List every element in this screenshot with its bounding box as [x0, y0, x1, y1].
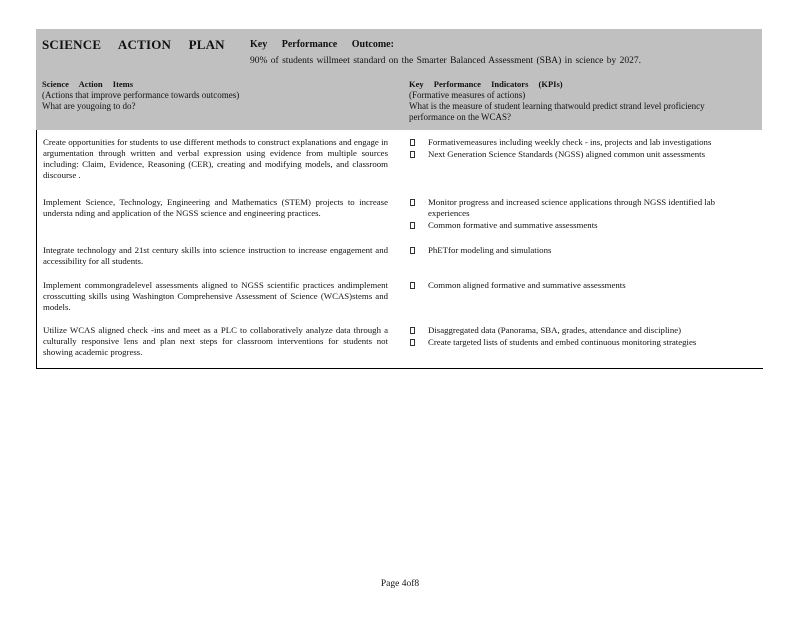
- page-number: Page 4of8: [380, 579, 420, 589]
- kpi-item: [410, 280, 730, 291]
- kpi-item: [410, 337, 730, 348]
- kpi-text: Common aligned formative and summative assessments: [428, 280, 626, 290]
- bullet-icon: [410, 139, 415, 146]
- kpi-item: [410, 220, 730, 231]
- kpi-item: [410, 197, 730, 219]
- kpi-heading: Key Performance Indicators (KPIs): [409, 79, 563, 89]
- action-item: Implement commongradelevel assessments aligned to NGSS scientific practices andimplement crosscutting skills using Washington Comprehensive Assessment of Science (WCAS)stems and models.: [43, 280, 388, 312]
- kpi-list: [410, 197, 730, 232]
- kpi-list: [410, 137, 730, 161]
- kpi-item: [410, 137, 730, 148]
- kpi-item: [410, 245, 730, 256]
- kpi-text: Monitor progress and increased science applications through NGSS identified lab experiences: [428, 197, 716, 218]
- action-items-subheading: (Actions that improve performance towards outcomes): [42, 90, 240, 100]
- bullet-icon: [410, 222, 415, 229]
- kpi-text: Disaggregated data (Panorama, SBA, grades, attendance and discipline): [428, 325, 682, 335]
- action-items-heading: Science Action Items: [42, 79, 134, 89]
- bullet-icon: [410, 151, 415, 158]
- kpi-subheading: (Formative measures of actions): [409, 90, 526, 100]
- kpi-text: Formativemeasures including weekly check - ins, projects and lab investigations: [428, 137, 712, 147]
- kpi-text: PhETfor modeling and simulations: [428, 245, 552, 255]
- kpi-text: Create targeted lists of students and embed continuous monitoring strategies: [428, 337, 697, 347]
- bullet-icon: [410, 247, 415, 254]
- kpi-list: [410, 245, 730, 257]
- kpi-text: Next Generation Science Standards (NGSS) aligned common unit assessments: [428, 149, 706, 159]
- action-item: Utilize WCAS aligned check -ins and meet as a PLC to collaboratively analyze data through a culturally responsive lens and plan next steps for classroom interventions for students not showing academic progress.: [43, 325, 388, 357]
- bullet-icon: [410, 199, 415, 206]
- page-title: SCIENCE ACTION PLAN: [42, 37, 225, 52]
- action-item: Implement Science, Technology, Engineering and Mathematics (STEM) projects to increase understa nding and application of the NGSS science and engineering practices.: [43, 197, 388, 218]
- bullet-icon: [410, 327, 415, 334]
- kpi-text: Common formative and summative assessments: [428, 220, 598, 230]
- action-item: Integrate technology and 21st century skills into science instruction to increase engagement and accessibility for all students.: [43, 245, 388, 266]
- kpi-question: What is the measure of student learning thatwould predict strand level proficiency performance on the WCAS?: [409, 101, 705, 122]
- key-performance-outcome-text: 90% of students willmeet standard on the Smarter Balanced Assessment (SBA) in science by 2027.: [250, 56, 642, 66]
- plan-table-body: [36, 130, 763, 369]
- kpi-list: [410, 325, 730, 349]
- kpi-column-header: [409, 79, 739, 123]
- kpi-item: [410, 325, 730, 336]
- key-performance-outcome-label: Key Performance Outcome:: [250, 39, 394, 50]
- kpi-item: [410, 149, 730, 160]
- plan-header: [36, 29, 762, 130]
- kpi-list: [410, 280, 730, 292]
- action-item: Create opportunities for students to use different methods to construct explanations and engage in argumentation through written and verbal expression using evidence from multiple sources including: Claim, Evidence, Reasoning (CER), creating and modifying models, and classroom discourse .: [43, 137, 388, 180]
- bullet-icon: [410, 339, 415, 346]
- bullet-icon: [410, 282, 415, 289]
- action-items-column-header: [42, 79, 392, 112]
- action-items-question: What are yougoing to do?: [42, 101, 136, 111]
